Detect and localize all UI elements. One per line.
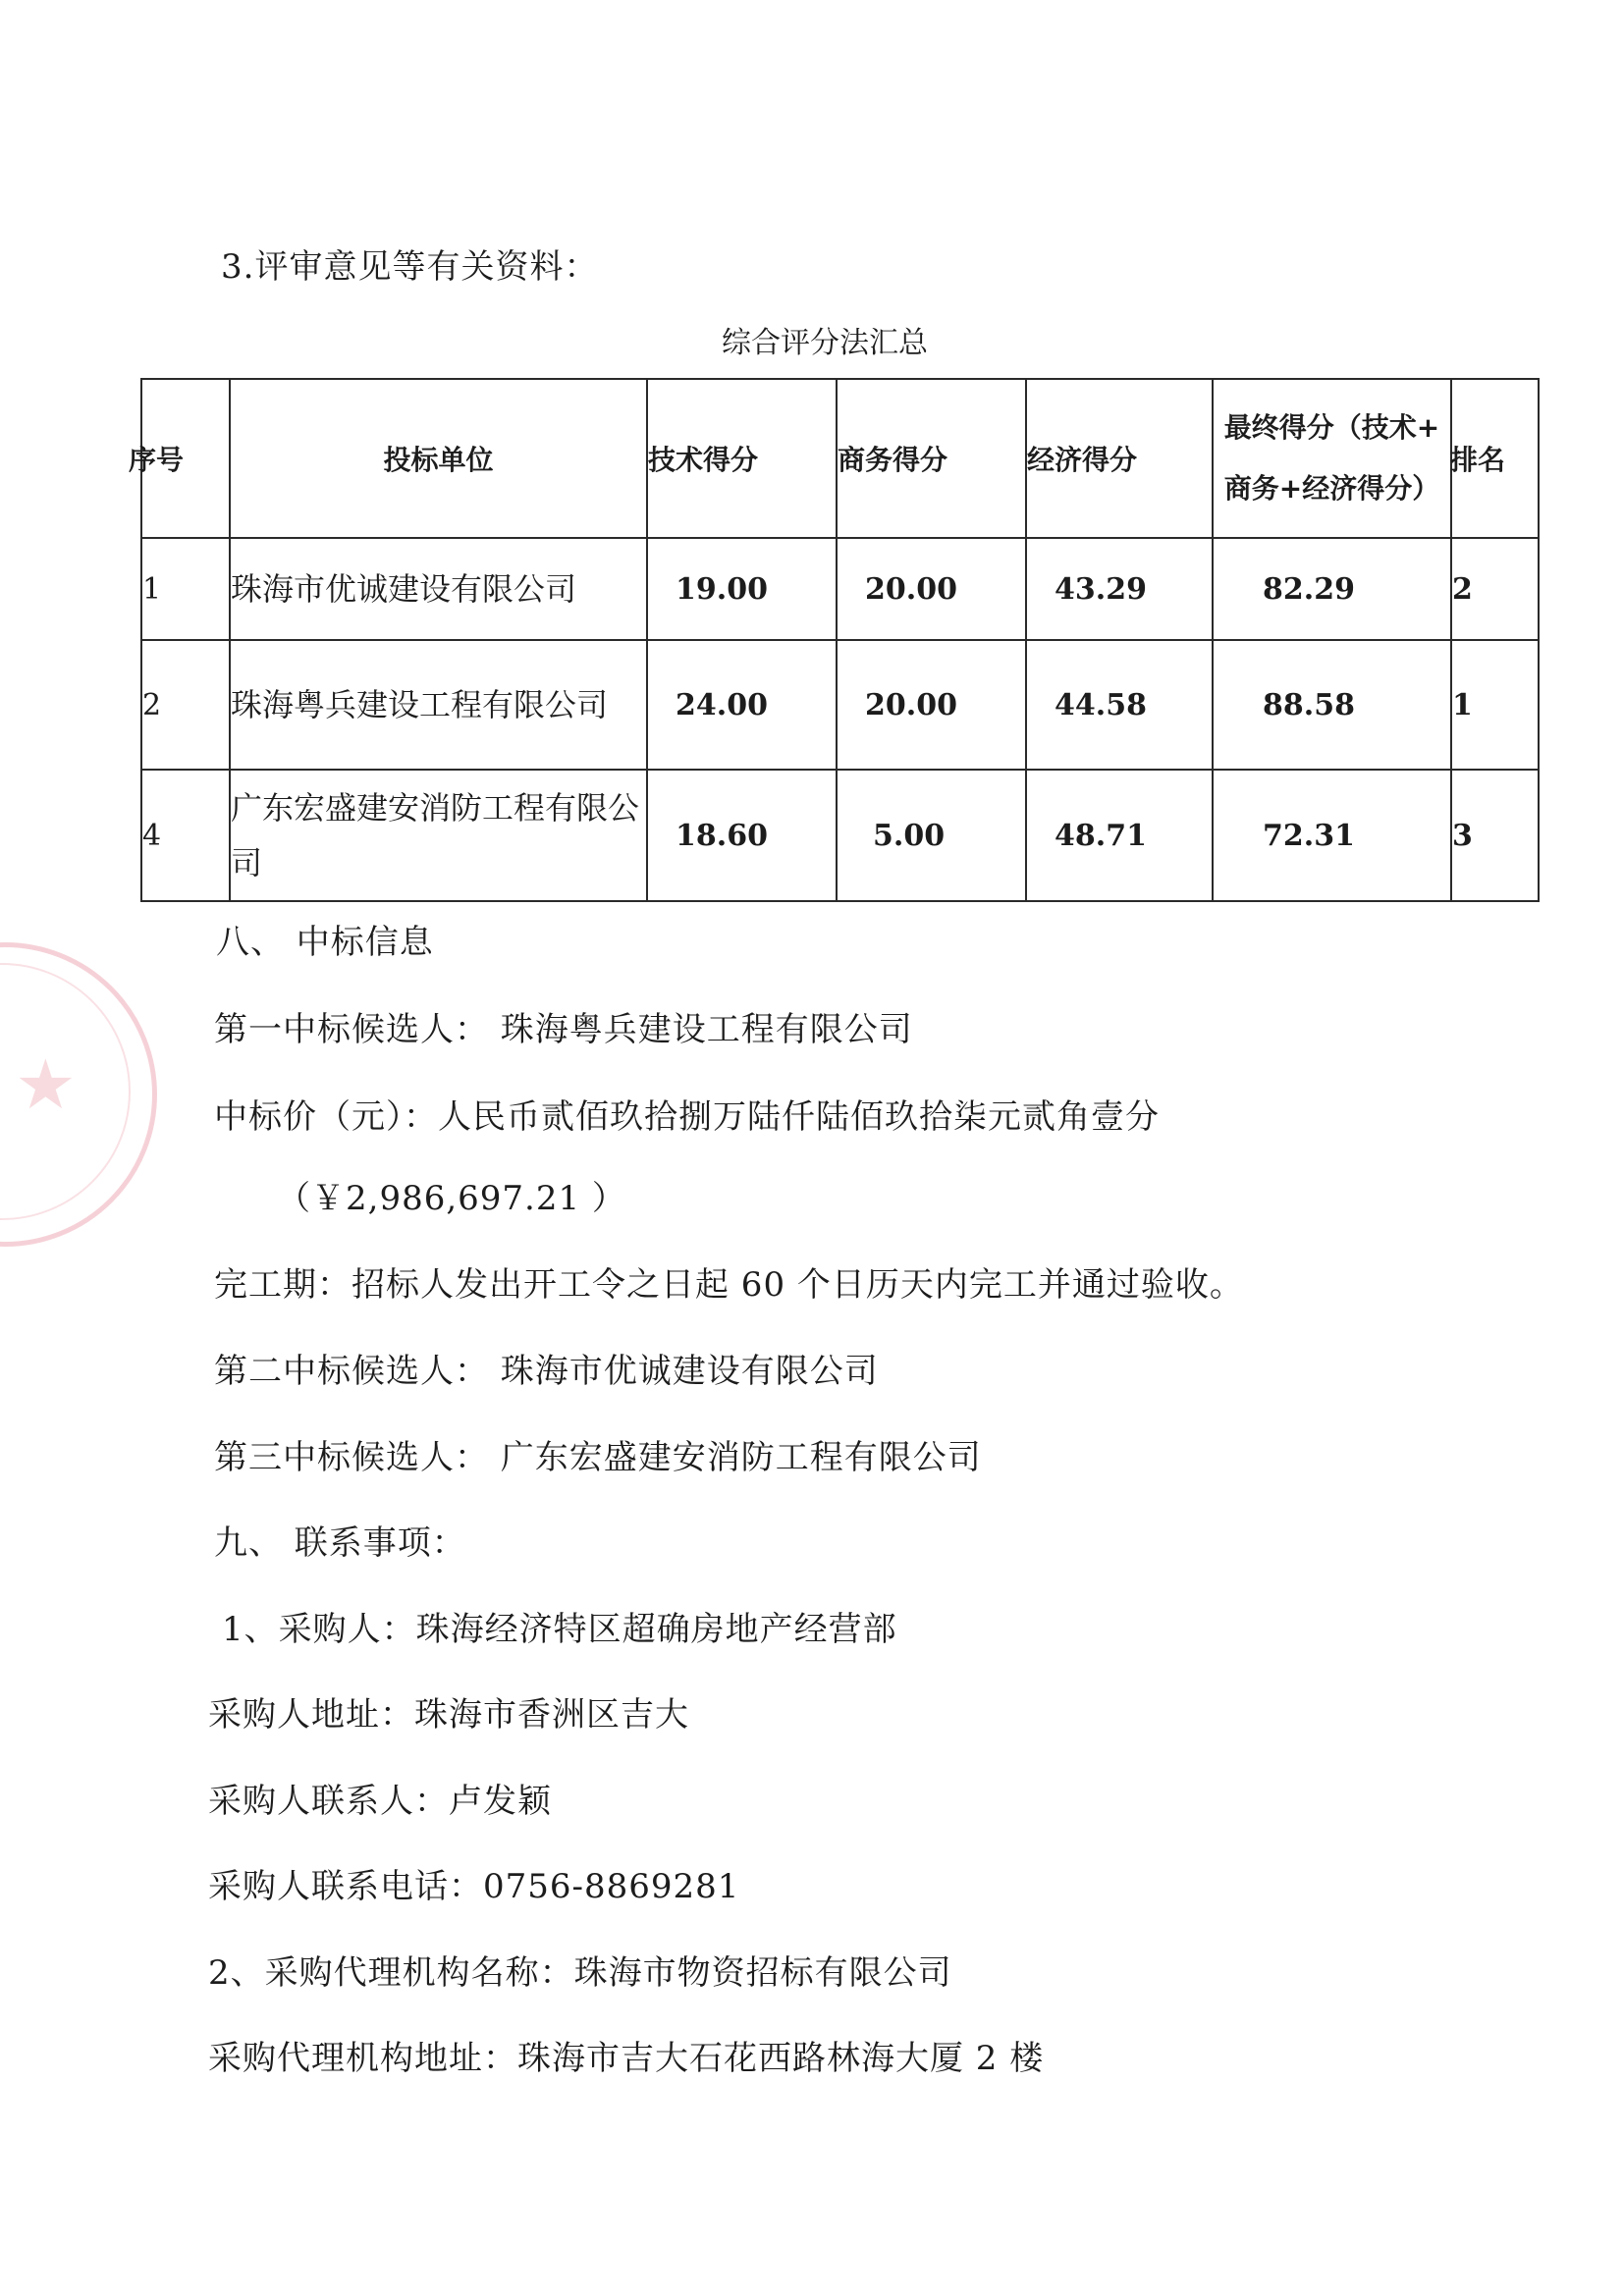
cell-business: 5.00 xyxy=(837,770,1026,901)
cell-final: 72.31 xyxy=(1213,770,1451,901)
cell-tech: 19.00 xyxy=(647,538,837,640)
cell-unit: 珠海市优诚建设有限公司 xyxy=(230,538,647,640)
purchaser-address: 采购人地址：珠海市香洲区吉大 xyxy=(208,1695,689,1735)
cell-seq: 1 xyxy=(141,538,230,640)
second-candidate: 第二中标候选人： 珠海市优诚建设有限公司 xyxy=(214,1352,879,1391)
cell-economic: 48.71 xyxy=(1026,770,1213,901)
cell-seq: 4 xyxy=(141,770,230,901)
table-row xyxy=(141,640,1539,770)
score-summary-table xyxy=(129,378,1540,902)
cell-tech: 24.00 xyxy=(647,640,837,770)
seal-stamp xyxy=(0,942,157,1247)
header-final: 最终得分（技术+ 商务+经济得分） xyxy=(1213,379,1451,538)
cell-rank: 1 xyxy=(1451,640,1539,770)
header-economic: 经济得分 xyxy=(1026,379,1213,538)
cell-final: 88.58 xyxy=(1213,640,1451,770)
completion-period: 完工期：招标人发出开工令之日起 60 个日历天内完工并通过验收。 xyxy=(214,1265,1244,1305)
third-candidate: 第三中标候选人： 广东宏盛建安消防工程有限公司 xyxy=(214,1438,982,1477)
cell-business: 20.00 xyxy=(837,538,1026,640)
first-candidate: 第一中标候选人： 珠海粤兵建设工程有限公司 xyxy=(214,1010,913,1049)
purchaser: 1、采购人：珠海经济特区超确房地产经营部 xyxy=(222,1610,897,1649)
cell-unit: 珠海粤兵建设工程有限公司 xyxy=(230,640,647,770)
cell-unit: 广东宏盛建安消防工程有限公司 xyxy=(230,770,647,901)
cell-economic: 44.58 xyxy=(1026,640,1213,770)
agency-address: 采购代理机构地址：珠海市吉大石花西路林海大厦 2 楼 xyxy=(208,2039,1045,2078)
cell-rank: 2 xyxy=(1451,538,1539,640)
table-caption: 综合评分法汇总 xyxy=(722,326,928,360)
header-tech: 技术得分 xyxy=(647,379,837,538)
bid-price-number: （￥2,986,697.21 ） xyxy=(277,1179,626,1218)
cell-final: 82.29 xyxy=(1213,538,1451,640)
cell-tech: 18.60 xyxy=(647,770,837,901)
purchaser-contact: 采购人联系人：卢发颖 xyxy=(208,1782,552,1821)
seal-star-icon: ★ xyxy=(15,1044,77,1125)
header-seq: 序号 xyxy=(141,379,230,538)
section9-heading: 九、 联系事项： xyxy=(214,1523,466,1563)
section8-heading: 八、 中标信息 xyxy=(216,923,434,962)
table-row xyxy=(141,770,1539,901)
header-business: 商务得分 xyxy=(837,379,1026,538)
agency-name: 2、采购代理机构名称：珠海市物资招标有限公司 xyxy=(208,1953,952,1993)
purchaser-phone: 采购人联系电话：0756-8869281 xyxy=(208,1867,740,1906)
header-unit: 投标单位 xyxy=(230,379,647,538)
cell-business: 20.00 xyxy=(837,640,1026,770)
cell-rank: 3 xyxy=(1451,770,1539,901)
cell-economic: 43.29 xyxy=(1026,538,1213,640)
cell-seq: 2 xyxy=(141,640,230,770)
table-header-row xyxy=(141,379,1539,538)
table-row xyxy=(141,538,1539,640)
bid-price: 中标价（元）：人民币贰佰玖拾捌万陆仟陆佰玖拾柒元贰角壹分 xyxy=(214,1097,1160,1137)
section3-title: 3.评审意见等有关资料： xyxy=(221,247,599,287)
header-rank: 排名 xyxy=(1451,379,1539,538)
